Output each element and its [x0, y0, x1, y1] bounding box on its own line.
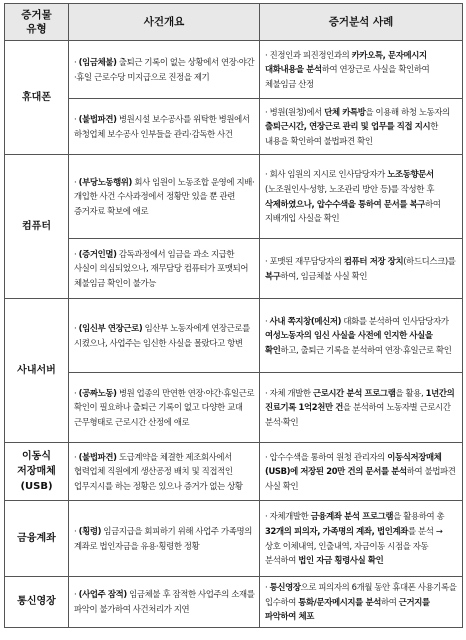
emphasis-text: 복구	[265, 270, 281, 281]
table-row	[5, 299, 463, 373]
body-text: · 압수수색을 통하여 원청 관리자의	[265, 451, 388, 462]
case-overview-cell-text	[74, 524, 256, 553]
evidence-type-cell: 사내서버	[5, 299, 69, 443]
table-row	[5, 155, 463, 239]
body-text: 병원시설 보수공사를 위탁한 병원에서 하청업체 보수공사 인부들을 관리·감독한 사건	[74, 113, 250, 139]
body-text: 하여	[380, 596, 399, 607]
body-text: ·	[74, 525, 79, 536]
table-header-row	[5, 4, 463, 41]
body-text: 하여 지배개입 사실을 확인	[265, 198, 441, 224]
case-overview-cell	[69, 41, 260, 99]
body-text: 임금체불 후 잠적한 사업주의 소재를 파악이 불가하여 사건처리가 지연	[74, 589, 255, 614]
emphasis-text: (증거인멸)	[78, 248, 117, 259]
emphasis-text: 사내 쪽지창(메신저)	[269, 315, 342, 326]
evidence-type-cell: 컴퓨터	[5, 155, 69, 299]
analysis-example-cell-text	[265, 509, 459, 567]
body-text: (노조원인사·성향, 노조관리 방안 등)를 작성한 후	[265, 183, 435, 194]
analysis-example-cell-text	[265, 386, 459, 430]
case-overview-cell-text	[74, 175, 256, 219]
body-text: 출퇴근 기록이 없는 상황에서 연장·야간·휴일 근로수당 미지급으로 진정을 제기	[74, 56, 255, 82]
analysis-example-cell	[260, 577, 463, 628]
table-row	[5, 373, 463, 443]
body-text: 병원 업종의 만연한 연장·야간·휴일근로 확인이 필요하나 출퇴근 기록이 없고 다양한 교대 근무형태로 근로시간 산정에 애로	[74, 387, 255, 427]
analysis-example-cell	[260, 41, 463, 99]
body-text: 대화를 분석하여 인사담당자가	[341, 315, 449, 326]
emphasis-text: 여성노동자의 임신 사실을 사전에 인지한 사실을 확인	[265, 330, 433, 355]
body-text: 감독과정에서 임금을 과소 지급한 사실이 의심되었으나, 재무담당 컴퓨터가 포맷되어 체불임금 확인이 불가능	[74, 248, 249, 288]
body-text: ·	[74, 387, 79, 398]
case-overview-cell-text	[74, 587, 256, 616]
emphasis-text: (부당노동행위)	[78, 176, 133, 187]
case-overview-cell	[69, 99, 260, 155]
case-overview-cell	[69, 501, 260, 577]
analysis-example-cell	[260, 239, 463, 299]
body-text: · 병원(원청)에서	[265, 106, 325, 117]
table-row	[5, 99, 463, 155]
body-text: 하여 불법파견 사실 확인	[265, 466, 456, 491]
analysis-example-cell-text	[265, 254, 459, 283]
emphasis-text: 법인 자금 횡령사실 확인	[298, 555, 384, 566]
body-text: 으로 피의자의 6개월 동안 휴대폰 사용기록을 입수하여	[265, 582, 457, 607]
emphasis-text: (임금체불)	[78, 56, 117, 67]
body-text: (하드디스크)를	[403, 255, 456, 266]
body-text: ·	[265, 582, 270, 592]
emphasis-text: 출퇴근시간, 연장근로 관리 및 업무를 직접 지시	[265, 121, 431, 132]
body-text: ·	[74, 322, 79, 333]
body-text: 을 분석하여 노동자별 근로시간 분석·확인	[265, 402, 451, 427]
analysis-example-cell	[260, 99, 463, 155]
body-text: ·	[265, 315, 270, 326]
body-text: 임산부 노동자에게 연장근로를 시켰으나, 사업주는 임신한 사실을 몰랐다고 항변	[74, 322, 250, 348]
analysis-example-cell-text	[265, 314, 459, 358]
header-case-overview: 사건개요	[69, 4, 260, 41]
analysis-example-cell-text	[265, 580, 459, 624]
emphasis-text: 컴퓨터 저장 장치	[343, 255, 404, 266]
body-text: 도급계약을 체결한 제조회사에서 협력업체 직원에게 생산공정 배치 및 직접적인 업무지시를 하는 정황은 있으나 증거가 없는 상황	[74, 451, 243, 491]
case-overview-cell	[69, 299, 260, 373]
case-overview-cell-text	[74, 321, 256, 350]
table-row	[5, 239, 463, 299]
body-text: ·	[74, 176, 79, 187]
emphasis-text: 통신영장	[269, 582, 301, 592]
analysis-example-cell	[260, 155, 463, 239]
evidence-type-cell: 금융계좌	[5, 501, 69, 577]
table-row	[5, 443, 463, 501]
evidence-type-cell: 통신영장	[5, 577, 69, 628]
emphasis-text: (불법파견)	[78, 113, 117, 124]
case-overview-cell	[69, 577, 260, 628]
case-overview-cell	[69, 373, 260, 443]
header-evidence-type: 증거물 유형	[5, 4, 69, 41]
body-text: · 자체개발한	[265, 511, 311, 522]
table-body	[5, 41, 463, 628]
body-text: 을 활용,	[395, 387, 426, 398]
emphasis-text: 카카오톡, 문자메시지 대화내용을 분석	[265, 49, 427, 75]
case-overview-cell	[69, 443, 260, 501]
case-overview-cell-text	[74, 247, 256, 291]
body-text: ·	[74, 248, 79, 259]
emphasis-text: 1년간의 진료기록 1억2천만 건	[265, 387, 455, 413]
analysis-example-cell-text	[265, 48, 459, 92]
emphasis-text: 삭제하였으나, 압수수색을 통하여 문서를 복구	[265, 198, 426, 209]
emphasis-text: (불법파견)	[78, 451, 117, 462]
emphasis-text: 단체 카톡방	[324, 106, 366, 117]
body-text: · 포맷된 재무담당자의	[265, 255, 344, 266]
evidence-type-cell: 휴대폰	[5, 41, 69, 155]
body-text: 을 활용하여 총	[393, 511, 445, 522]
table-row	[5, 41, 463, 99]
body-text: 임금지급을 회피하기 위해 사업주 가족명의 계좌로 법인자금을 유용·횡령한 정황	[74, 525, 252, 551]
body-text: 을 이용해 하청 노동자의	[365, 106, 450, 117]
analysis-example-cell-text	[265, 105, 459, 149]
analysis-example-cell	[260, 373, 463, 443]
case-overview-cell	[69, 155, 260, 239]
emphasis-text: 근거지를 파악하여 체포	[265, 596, 430, 622]
header-analysis-example: 증거분석 사례	[260, 4, 463, 41]
emphasis-text: 노조동향문서	[387, 169, 434, 180]
table-row	[5, 577, 463, 628]
emphasis-text: (횡령)	[78, 525, 102, 536]
case-overview-cell-text	[74, 55, 256, 84]
body-text: · 진정인과 피진정인과의	[265, 49, 352, 60]
emphasis-text: 32개의 피의자, 가족명의 계좌, 법인계좌	[265, 525, 408, 536]
body-text: ·	[74, 113, 79, 124]
analysis-example-cell	[260, 299, 463, 373]
body-text: 를 분석 → 상호 이체내역, 인출내역, 자금이동 시점을 자동 분석하여	[265, 525, 443, 566]
body-text: ·	[74, 451, 79, 462]
evidence-analysis-table	[4, 3, 463, 628]
body-text: · 자체 개발한	[265, 387, 313, 398]
body-text: 회사 임원이 노동조합 운영에 지배·개입한 사건 수사과정에서 정황만 있을 뿐 관련 증거자료 확보에 애로	[74, 176, 255, 216]
emphasis-text: (임신부 연장근로)	[78, 322, 143, 333]
body-text: ·	[74, 56, 79, 67]
body-text: 하여, 임금체불 사실 확인	[280, 270, 368, 281]
emphasis-text: 통화/문자메시지를 분석	[298, 596, 381, 607]
emphasis-text: 이동식저장매체(USB)에 저장된 20만 건의 문서를 분석	[265, 451, 442, 477]
body-text: · 회사 임원의 지시로 인사담당자가	[265, 169, 388, 180]
case-overview-cell-text	[74, 112, 256, 141]
case-overview-cell	[69, 239, 260, 299]
analysis-example-cell-text	[265, 450, 459, 494]
emphasis-text: 근로시간 분석 프로그램	[312, 387, 396, 398]
analysis-example-cell-text	[265, 167, 459, 225]
emphasis-text: 금융계좌 분석 프로그램	[310, 511, 394, 522]
analysis-example-cell	[260, 443, 463, 501]
table-row	[5, 501, 463, 577]
case-overview-cell-text	[74, 386, 256, 430]
analysis-example-cell	[260, 501, 463, 577]
body-text: 한 내용을 확인하여 불법파견 확인	[265, 121, 439, 146]
emphasis-text: (사업주 잠적)	[78, 589, 127, 600]
case-overview-cell-text	[74, 450, 256, 494]
body-text: 하고, 출퇴근 기록을 분석하여 연장·휴일근로 확인	[280, 344, 452, 355]
evidence-type-cell: 이동식 저장매체 (USB)	[5, 443, 69, 501]
body-text: 하여 연장근로 사실을 확인하여 체불임금 산정	[265, 64, 430, 89]
emphasis-text: (공짜노동)	[78, 387, 117, 398]
body-text: ·	[74, 589, 79, 600]
